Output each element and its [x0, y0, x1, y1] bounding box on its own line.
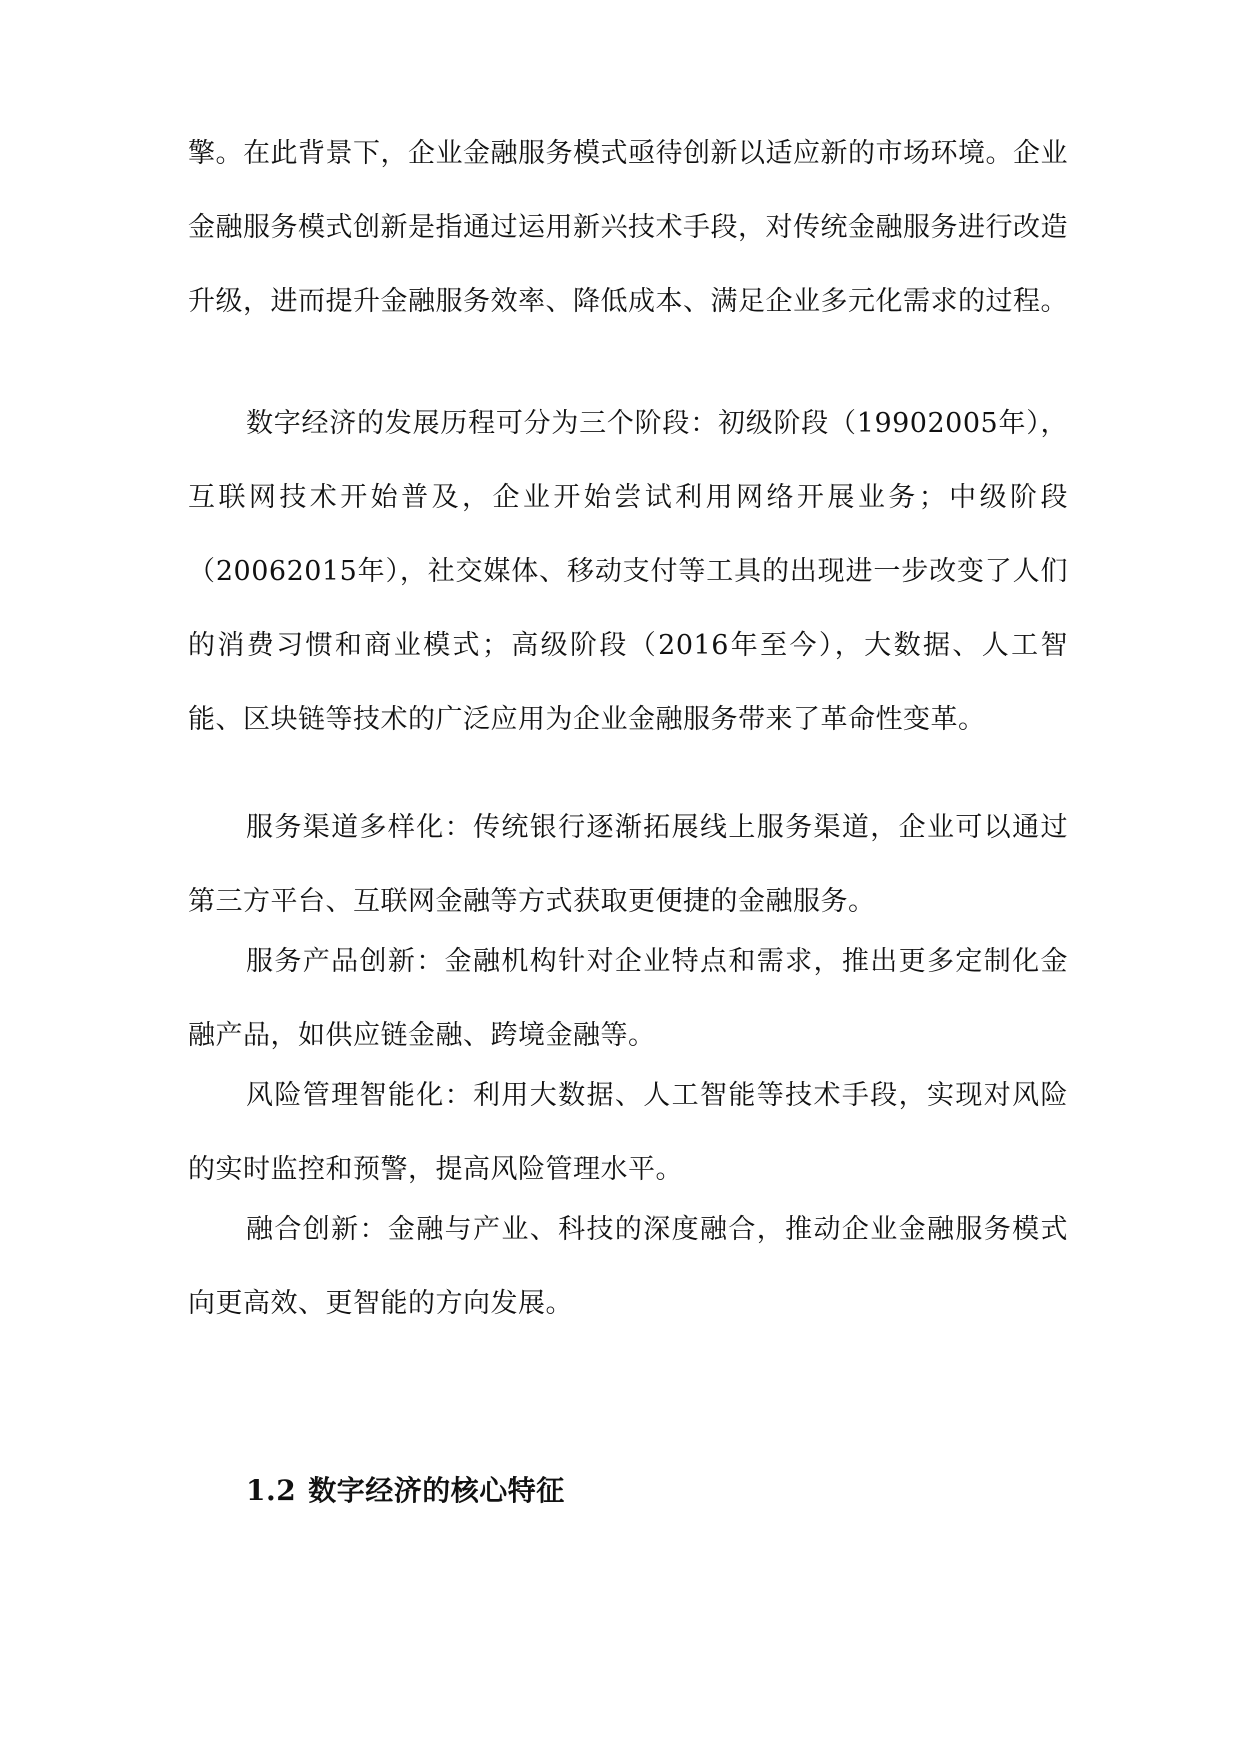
paragraph-financial-service-innovation: 擎。在此背景下，企业金融服务模式亟待创新以适应新的市场环境。企业金融服务模式创新是指通过运用新兴技术手段，对传统金融服务进行改造升级，进而提升金融服务效率、降低成本、满足企业多元化需求的过程。	[188, 138, 1068, 317]
paragraph-service-product-innovation: 服务产品创新：金融机构针对企业特点和需求，推出更多定制化金融产品，如供应链金融、跨境金融等。	[188, 946, 1068, 1051]
paragraph-service-channel-diversification: 服务渠道多样化：传统银行逐渐拓展线上服务渠道，企业可以通过第三方平台、互联网金融等方式获取更便捷的金融服务。	[188, 812, 1068, 917]
section-number: 1.2	[246, 1474, 297, 1507]
section-title: 数字经济的核心特征	[308, 1474, 565, 1507]
paragraph-digital-economy-stages: 数字经济的发展历程可分为三个阶段：初级阶段（19902005年），互联网技术开始普及，企业开始尝试利用网络开展业务；中级阶段（20062015年），社交媒体、移动支付等工具的出现进一步改变了人们的消费习惯和商业模式；高级阶段（2016年至今），大数据、人工智能、区块链等技术的广泛应用为企业金融服务带来了革命性变革。	[188, 408, 1068, 735]
paragraph-intelligent-risk-management: 风险管理智能化：利用大数据、人工智能等技术手段，实现对风险的实时监控和预警，提高风险管理水平。	[188, 1080, 1068, 1185]
paragraph-integrated-innovation: 融合创新：金融与产业、科技的深度融合，推动企业金融服务模式向更高效、更智能的方向发展。	[188, 1214, 1068, 1319]
section-heading	[246, 1454, 565, 1528]
